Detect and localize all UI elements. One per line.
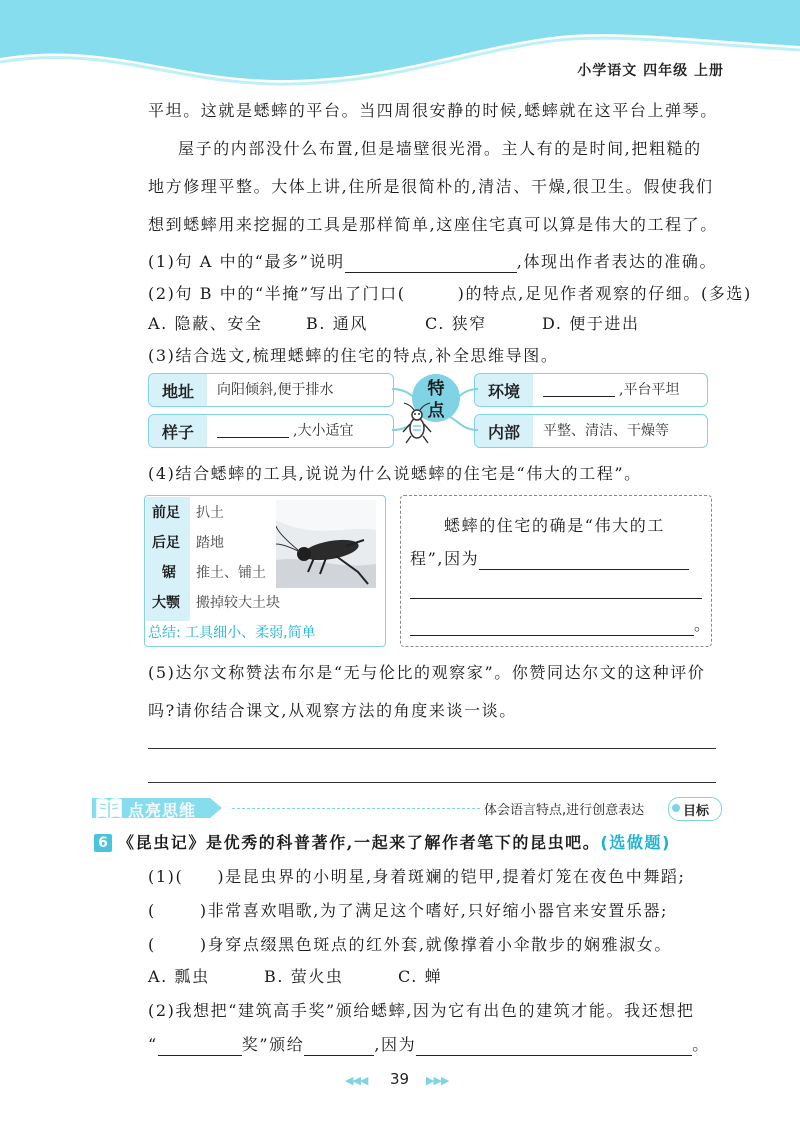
q6-p2-blank-insect[interactable] xyxy=(304,1039,374,1056)
mindmap-env-box xyxy=(474,373,708,407)
question-6-text: 《昆虫记》是优秀的科普著作,一起来了解作者笔下的昆虫吧。 xyxy=(118,833,601,852)
mindmap-shape-label: 样子 xyxy=(149,415,207,447)
mindmap-inside-box xyxy=(474,414,708,448)
q4-answer-blank-2[interactable] xyxy=(410,582,702,599)
question-2 xyxy=(148,283,752,305)
q6-p1-l3-text: )身穿点缀黑色斑点的红外套,就像撑着小伞散步的娴雅淑女。 xyxy=(199,935,672,954)
q6-part2-line-1: (2)我想把“建筑高手奖”颁给蟋蟀,因为它有出色的建筑才能。我还想把 xyxy=(148,1001,695,1020)
goal-tag-dots xyxy=(672,804,680,812)
passage-line-3: 地方修理平整。大体上讲,住所是很简朴的,清洁、干燥,很卫生。假使我们 xyxy=(148,177,714,196)
q6-p2-end: 。 xyxy=(692,1035,710,1054)
tool-value-jaws: 搬掉较大土块 xyxy=(196,595,280,611)
tool-label-saw: 锯 xyxy=(162,565,176,581)
q4-answer-line-1: 蟋蟀的住宅的确是“伟大的工 xyxy=(444,516,665,535)
mindmap-inside-label: 内部 xyxy=(475,415,533,447)
q6-option-c[interactable]: C. 蝉 xyxy=(398,967,443,986)
q6-p1-l1-open: (1)( xyxy=(148,867,184,886)
goal-tag-label: 目标 xyxy=(683,804,710,819)
header-title: 小学语文 四年级 上册 xyxy=(577,63,724,79)
mindmap-shape-blank[interactable] xyxy=(217,421,289,438)
tool-value-saw: 推土、铺土 xyxy=(196,565,266,581)
q6-p2-because: ,因为 xyxy=(374,1035,417,1054)
q6-p2-quote: “ xyxy=(148,1035,158,1054)
section-goal-text: 体会语言特点,进行创意表达 xyxy=(484,803,645,818)
mindmap-address-label: 地址 xyxy=(149,374,207,406)
q6-part1-line-1 xyxy=(148,866,686,888)
q6-p1-l2-open: ( xyxy=(148,901,156,920)
mindmap-inside-value: 平整、清洁、干燥等 xyxy=(543,423,669,439)
mindmap-env-label: 环境 xyxy=(475,374,533,406)
question-1-after: ,体现出作者表达的准确。 xyxy=(516,252,718,271)
tool-label-hind-legs: 后足 xyxy=(152,535,180,551)
footer-arrows-left: ◀◀◀ xyxy=(345,1074,368,1087)
passage-line-1: 平坦。这就是蟋蟀的平台。当四周很安静的时候,蟋蟀就在这平台上弹琴。 xyxy=(148,101,718,120)
q6-p1-l1-text: )是昆虫界的小明星,身着斑斓的铠甲,提着灯笼在夜色中舞蹈; xyxy=(217,867,686,886)
book-icon xyxy=(94,795,124,821)
q4-answer-end: 。 xyxy=(694,615,712,634)
q6-option-a[interactable]: A. 瓢虫 xyxy=(148,967,210,986)
question-6-title xyxy=(118,832,671,854)
question-5-line-2: 吗?请你结合课文,从观察方法的角度来谈一谈。 xyxy=(148,701,517,720)
question-4: (4)结合蟋蟀的工具,说说为什么说蟋蟀的住宅是“伟大的工程”。 xyxy=(148,464,642,483)
q2-option-a[interactable]: A. 隐蔽、安全 xyxy=(148,314,263,333)
q4-answer-line-2 xyxy=(410,548,689,570)
mindmap-env-value: ,平台平坦 xyxy=(619,382,680,398)
tool-value-front-legs: 扒土 xyxy=(196,505,224,521)
q6-p2-blank-award[interactable] xyxy=(158,1039,242,1056)
q6-part1-line-2 xyxy=(148,900,668,922)
tool-label-jaws: 大颚 xyxy=(152,595,180,611)
q4-answer-blank-3[interactable] xyxy=(410,619,694,636)
q2-option-b[interactable]: B. 通风 xyxy=(306,314,368,333)
question-1-before: (1)句 A 中的“最多”说明 xyxy=(148,252,345,271)
q6-p1-l2-text: )非常喜欢唱歌,为了满足这个嗜好,只好缩小器官来安置乐器; xyxy=(199,901,669,920)
section-title: 点亮思维 xyxy=(128,801,197,820)
page-number: 39 xyxy=(390,1070,410,1088)
mindmap-address-box xyxy=(148,373,394,407)
cricket-cartoon-icon xyxy=(400,402,434,444)
question-5-line-1: (5)达尔文称赞法布尔是“无与伦比的观察家”。你赞同达尔文的这种评价 xyxy=(148,663,706,682)
q6-part2-line-2 xyxy=(148,1034,710,1056)
q6-p1-l3-open: ( xyxy=(148,935,156,954)
footer-arrows-right: ▶▶▶ xyxy=(426,1074,449,1087)
question-6-tag: (选做题) xyxy=(600,833,672,852)
passage-line-2: 屋子的内部没什么布置,但是墙壁很光滑。主人有的是时间,把粗糙的 xyxy=(178,139,702,158)
tools-summary: 总结: 工具细小、柔弱,简单 xyxy=(148,625,316,641)
mindmap-shape-value: ,大小适宜 xyxy=(293,423,354,439)
mindmap-shape-box xyxy=(148,414,394,448)
tool-label-front-legs: 前足 xyxy=(152,505,180,521)
question-2-before: (2)句 B 中的“半掩”写出了门口( xyxy=(148,284,406,303)
q4-answer-line-4 xyxy=(410,614,712,636)
q4-answer-because: 程”,因为 xyxy=(410,549,480,568)
q6-p2-award: 奖”颁给 xyxy=(241,1035,305,1054)
q5-answer-line-1[interactable] xyxy=(148,748,716,749)
tool-value-hind-legs: 踏地 xyxy=(196,535,224,551)
q6-p2-blank-reason[interactable] xyxy=(416,1039,692,1056)
question-2-after: )的特点,足见作者观察的仔细。(多选) xyxy=(457,284,752,303)
q6-option-b[interactable]: B. 萤火虫 xyxy=(264,967,344,986)
question-6-number: 6 xyxy=(94,834,112,852)
cricket-photo xyxy=(276,500,376,588)
mindmap-env-blank[interactable] xyxy=(543,380,615,397)
question-1 xyxy=(148,251,717,273)
section-divider xyxy=(232,808,480,809)
q2-option-c[interactable]: C. 狭窄 xyxy=(425,314,487,333)
q2-option-d[interactable]: D. 便于进出 xyxy=(542,314,640,333)
answer-blank-q1[interactable] xyxy=(345,256,517,273)
mindmap-center: 特点 xyxy=(427,379,445,421)
q4-answer-blank-1[interactable] xyxy=(479,553,689,570)
q5-answer-line-2[interactable] xyxy=(148,782,716,783)
q6-part1-line-3 xyxy=(148,934,672,956)
mindmap-address-value: 向阳倾斜,便于排水 xyxy=(217,382,334,398)
question-3: (3)结合选文,梳理蟋蟀的住宅的特点,补全思维导图。 xyxy=(148,346,559,365)
passage-line-4: 想到蟋蟀用来挖掘的工具是那样简单,这座住宅真可以算是伟大的工程了。 xyxy=(148,215,718,234)
